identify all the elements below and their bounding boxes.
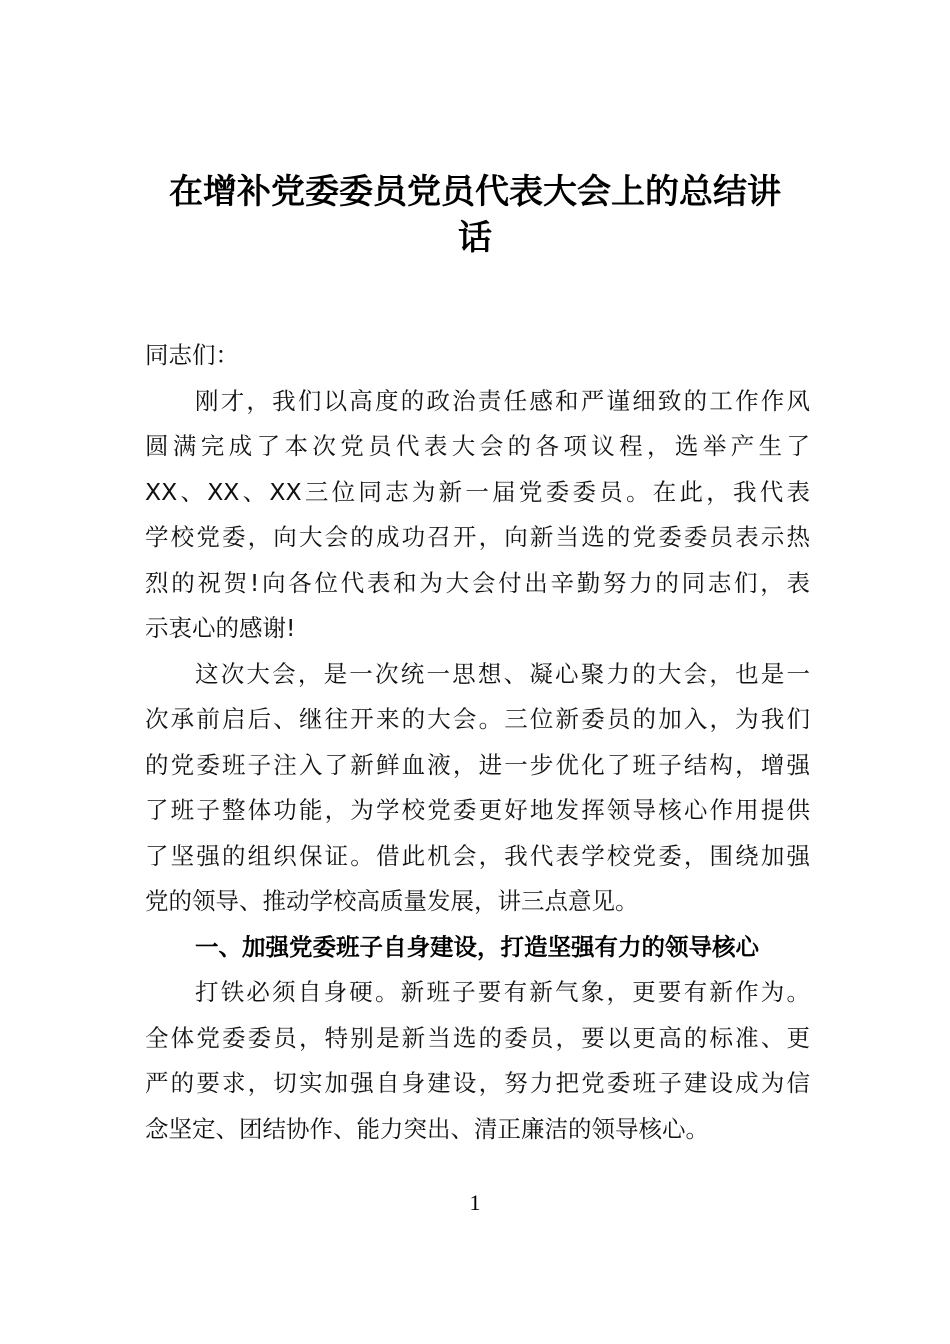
paragraph-3-line-1: 打铁必须自身硬。新班子要有新气象，更要有新作为。 — [195, 978, 810, 1006]
paragraph-3-line-2: 全体党委委员，特别是新当选的委员，要以更高的标准、更 — [145, 1024, 810, 1052]
paragraph-2-line-2: 次承前启后、继往开来的大会。三位新委员的加入，为我们 — [145, 705, 810, 733]
document-title-line-1: 在增补党委委员党员代表大会上的总结讲 — [169, 172, 781, 212]
paragraph-2-line-1: 这次大会，是一次统一思想、凝心聚力的大会，也是一 — [195, 660, 810, 688]
paragraph-1-line-3: XX、XX、XX三位同志为新一届党委委员。在此，我代表 — [145, 478, 810, 506]
paragraph-2-line-5: 了坚强的组织保证。借此机会，我代表学校党委，围绕加强 — [145, 842, 810, 870]
paragraph-1-line-6: 示衷心的感谢! — [145, 614, 296, 642]
document-title-line-2: 话 — [458, 218, 492, 258]
paragraph-2-line-3: 的党委班子注入了新鲜血液，进一步优化了班子结构，增强 — [145, 751, 810, 779]
paragraph-2-line-6: 党的领导、推动学校高质量发展，讲三点意见。 — [145, 887, 639, 915]
paragraph-3-line-3: 严的要求，切实加强自身建设，努力把党委班子建设成为信 — [145, 1069, 810, 1097]
paragraph-2-line-4: 了班子整体功能，为学校党委更好地发挥领导核心作用提供 — [145, 796, 810, 824]
paragraph-1-line-2: 圆满完成了本次党员代表大会的各项议程，选举产生了 — [145, 432, 810, 460]
page-number: 1 — [469, 1190, 481, 1215]
section-heading-1: 一、加强党委班子自身建设，打造坚强有力的领导核心 — [195, 933, 759, 961]
paragraph-1-line-4: 学校党委，向大会的成功召开，向新当选的党委委员表示热 — [145, 523, 810, 551]
paragraph-3-line-4: 念坚定、团结协作、能力突出、清正廉洁的领导核心。 — [145, 1115, 709, 1143]
paragraph-1-line-5: 烈的祝贺!向各位代表和为大会付出辛勤努力的同志们，表 — [145, 569, 810, 597]
paragraph-1-line-1: 刚才，我们以高度的政治责任感和严谨细致的工作作风 — [195, 387, 810, 415]
salutation: 同志们： — [145, 341, 239, 369]
